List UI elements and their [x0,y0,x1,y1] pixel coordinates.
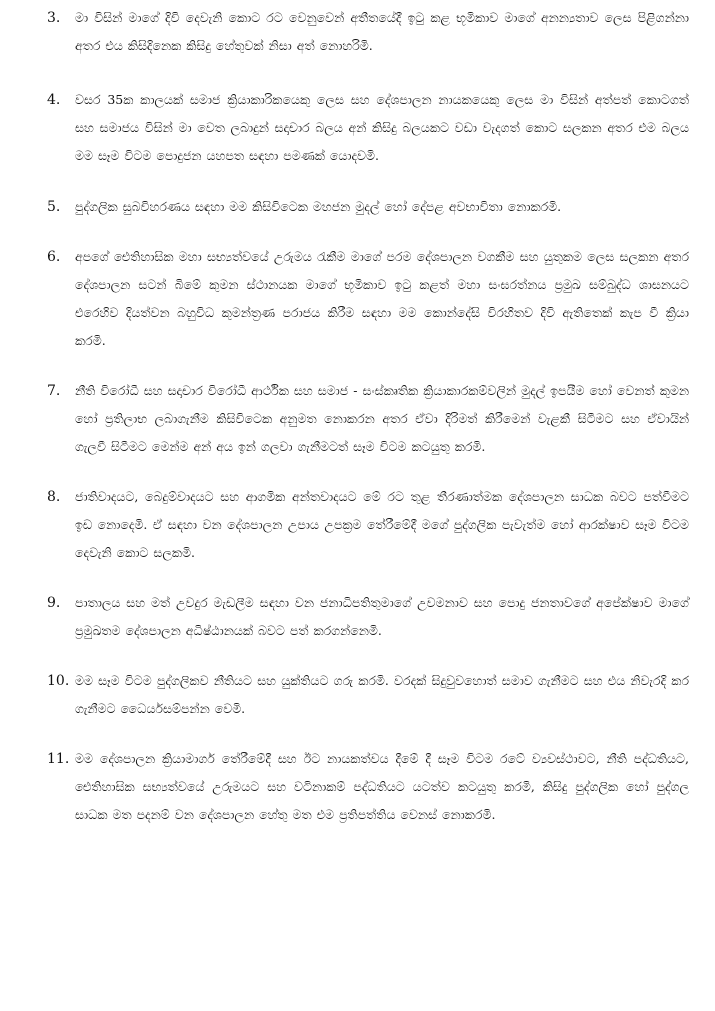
item-text: මා විසින් මාගේ දිවි දෙවැනි කොට රට වෙනුවෙන් අතීතයේදී ඉටු කළ භූමිකාව මාගේ අනන්‍යතාව ලෙස පිළිගන්නා අතර එය කිසිදිනෙක කිසිදු හේතුවක් නිසා අත් නොහරිමි. [75,10,689,53]
item-text: මම සෑම විටම පුද්ගලිකව නීතියට සහ යුක්තියට ගරු කරමි. වරදක් සිදුවුවහොත් සමාව ගැනීමට සහ එය නිවැරදි කර ගැනීමට ධෛර්යසම්පන්න වෙමි. [75,673,689,716]
list-item [47,667,689,723]
item-number: 3. [47,10,61,26]
item-number: 10. [47,673,70,689]
list-item [47,193,689,221]
item-number: 4. [47,92,61,108]
item-text: අපගේ ඓතිහාසික මහා සභ්‍යත්වයේ උරුමය රැකීම මාගේ පරම දේශපාලන වගකීම සහ යුතුකම ලෙස සලකන අතර දේශපාලන සටන් බිමේ කුමන ස්ථානයක මාගේ භූමිකාව ඉටු කළත් මහා සංඝරත්නය ප්‍රමුඛ සම්බුද්ධ ශාසනයට එරෙහිව දියත්වන බහුවිධ කුමන්ත්‍රණ පරාජය කිරීම සඳහා මම කොන්දේසි විරහිතව දිවි ඇතිතෙක් කැප වී ක්‍රියා කරමි. [75,249,689,348]
list-item [47,86,689,170]
item-text: මම දේශපාලන ක්‍රියාමාර්ග තේරීමේදී සහ ඊට නායකත්වය දීමේ දී සෑම විටම රටේ ව්‍යවස්ථාවට, නීති පද්ධතියට, ඓතිහාසික සභ්‍යත්වයේ උරුමයට සහ වටිනාකම් පද්ධතියට යටත්ව කටයුතු කරමි, කිසිදු පුද්ගලික හෝ පුද්ගල සාධක මත පදනම් වන දේශපාලන හේතු මත එම ප්‍රතිපත්තිය වෙනස් නොකරමි. [75,751,689,822]
list-item [47,4,689,60]
item-number: 11. [47,751,70,767]
item-text: පාතාලය සහ මත් උවදුර මැඩලීම සඳහා වන ජනාධිපතිතුමාගේ උවමනාව සහ පොදු ජනතාවගේ අපේක්ෂාව මාගේ ප්‍රමුඛතම දේශපාලන අධිෂ්ඨානයක් බවට පත් කරගන්නෙමි. [75,595,689,638]
item-number: 8. [47,489,61,505]
list-item [47,377,689,461]
item-text: වසර 35ක කාලයක් සමාජ ක්‍රියාකාරිකයෙකු ලෙස සහ දේශපාලන නායකයෙකු ලෙස මා විසින් අත්පත් කොටගත් සහ සමාජය විසින් මා වෙත ලබාදුන් සදාචාර බලය අන් කිසිදු බලයකට වඩා වැදගත් කොට සලකන අතර එම බලය මම සෑම විටම පොදුජන යහපත සඳහා පමණක් යොදවමි. [75,92,689,163]
item-number: 5. [47,199,61,215]
item-number: 9. [47,595,61,611]
item-text: පුද්ගලික සුබවිහරණය සඳහා මම කිසිවිටෙක මහජන මුදල් හෝ දේපළ අවභාවිතා නොකරමි. [75,199,562,214]
list-item [47,589,689,645]
list-item [47,483,689,567]
list-item [47,745,689,829]
item-text: නීති විරෝධී සහ සදාචාර විරෝධී ආර්ථික සහ සමාජ - සංස්කෘතික ක්‍රියාකාරකම්වලින් මුදල් ඉපයීම හෝ වෙනත් කුමන හෝ ප්‍රතිලාභ ලබාගැනීම කිසිවිටෙක අනුමත නොකරන අතර ඒවා දිරිමත් කිරීමෙන් වැළකී සිටීමට සහ ඒවායින් ගැලවී සිටීමට මෙන්ම අන් අය ඉන් ගලවා ගැනීමටත් සෑම විටම කටයුතු කරමි. [75,383,689,454]
item-text: ජාතිවාදයට, බෙදුම්වාදයට සහ ආගමික අන්තවාදයට මේ රට තුළ තීරණාත්මක දේශපාලන සාධක බවට පත්වීමට ඉඩ නොදෙමි. ඒ සඳහා වන දේශපාලන උපාය උපක්‍රම තේරීමේදී මගේ පුද්ගලික පැවැත්ම හෝ ආරක්ෂාව සෑම විටම දෙවැනි කොට සලකමි. [75,489,689,560]
list-item [47,243,689,355]
item-number: 6. [47,249,61,265]
item-number: 7. [47,383,61,399]
